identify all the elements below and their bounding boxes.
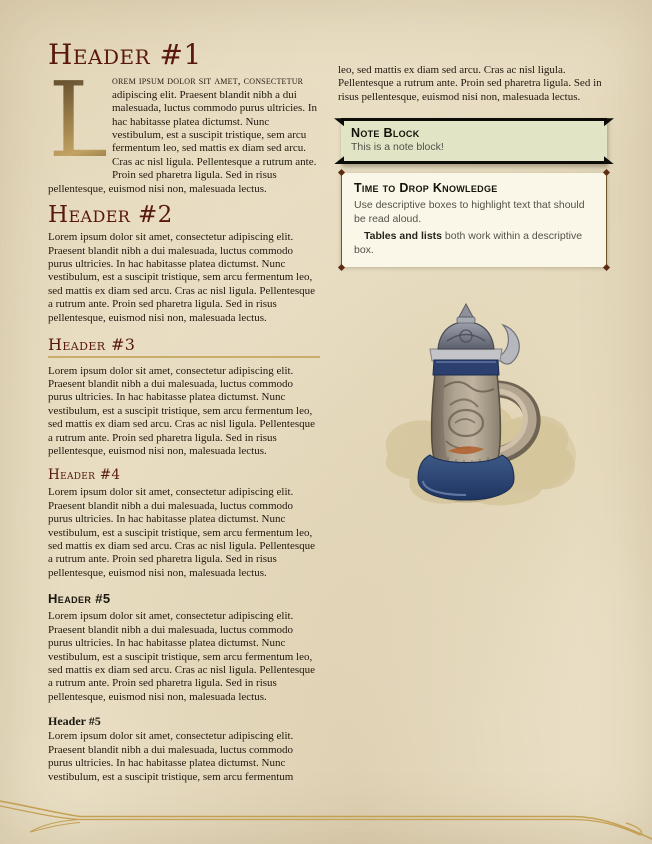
beer-stein-illustration xyxy=(360,303,590,515)
footer-flourish-decoration xyxy=(0,798,652,842)
descriptive-box-text-rest: both work within a descriptive box. xyxy=(354,230,583,257)
descriptive-box-text: Use descriptive boxes to highlight text that should be read aloud. xyxy=(354,199,585,226)
continuation-paragraph: leo, sed mattis ex diam sed arcu. Cras ac nisl ligula. Pellentesque a rutrum ante. Proin sed pharetra ligula. Sed in risus pellentesque, euismod nisi non, malesuada lectus. xyxy=(338,64,602,103)
paragraph-text: adipiscing elit. Praesent blandit nibh a dui malesuada, luctus commodo purus ultricies. In hac habitasse platea dictumst. Nunc vestibulum, est a suscipit tristique, sem arcu fermentum leo, sed mattis ex diam sed arcu. Cras ac nisl ligula. Pellentesque a rutrum ante. Proin sed pharetra ligula. Sed in risus pellentesque, euismod nisi non, malesuada lectus. xyxy=(48,88,317,195)
section-3-paragraph: Lorem ipsum dolor sit amet, consectetur adipiscing elit. Praesent blandit nibh a dui malesuada, luctus commodo purus ultricies. In hac habitasse platea dictumst. Nunc vestibulum, est a suscipit tristique, sem arcu fermentum leo, sed mattis ex diam sed arcu. Cras ac nisl ligula. Pellentesque a rutrum ante. Proin sed pharetra ligula. Sed in risus pellentesque, euismod nisi non, malesuada lectus. xyxy=(48,364,315,458)
section-6-heading: Header #5 xyxy=(48,714,101,729)
note-block xyxy=(341,118,607,164)
section-2-heading: Header #2 xyxy=(48,202,173,229)
note-corner-decoration xyxy=(604,118,614,126)
beer-stein-svg xyxy=(360,303,590,515)
note-corner-decoration xyxy=(334,118,344,126)
note-block-title: Note Block xyxy=(351,126,420,141)
note-corner-decoration xyxy=(334,156,344,164)
descriptive-box-bold-text: Tables and lists xyxy=(364,230,442,243)
section-4-heading: Header #4 xyxy=(48,467,121,484)
section-5-paragraph: Lorem ipsum dolor sit amet, consectetur adipiscing elit. Praesent blandit nibh a dui malesuada, luctus commodo purus ultricies. In hac habitasse platea dictumst. Nunc vestibulum, est a suscipit tristique, sem arcu fermentum leo, sed mattis ex diam sed arcu. Cras ac nisl ligula. Pellentesque a rutrum ante. Proin sed pharetra ligula. Sed in risus pellentesque, euismod nisi non, malesuada lectus. xyxy=(48,610,315,703)
section-5-heading: Header #5 xyxy=(48,591,111,607)
descriptive-box xyxy=(341,173,607,267)
section-4-paragraph: Lorem ipsum dolor sit amet, consectetur adipiscing elit. Praesent blandit nibh a dui malesuada, luctus commodo purus ultricies. In hac habitasse platea dictumst. Nunc vestibulum, est a suscipit tristique, sem arcu fermentum leo, sed mattis ex diam sed arcu. Cras ac nisl ligula. Pellentesque a rutrum ante. Proin sed pharetra ligula. Sed in risus pellentesque, euismod nisi non, malesuada lectus. xyxy=(48,486,315,579)
descriptive-box-corner-pin xyxy=(603,264,610,271)
descriptive-box-text xyxy=(354,229,594,257)
note-block-body: This is a note block! xyxy=(351,141,444,154)
section-1-paragraph xyxy=(48,59,320,196)
section-1-heading: Header #1 xyxy=(48,38,202,71)
note-corner-decoration xyxy=(604,156,614,164)
descriptive-box-title: Time to Drop Knowledge xyxy=(354,181,498,196)
drop-cap-letter: L xyxy=(48,59,118,182)
section-2-paragraph: Lorem ipsum dolor sit amet, consectetur adipiscing elit. Praesent blandit nibh a dui malesuada, luctus commodo purus ultricies. In hac habitasse platea dictumst. Nunc vestibulum, est a suscipit tristique, sem arcu fermentum leo, sed mattis ex diam sed arcu. Cras ac nisl ligula. Pellentesque a rutrum ante. Proin sed pharetra ligula. Sed in risus pellentesque, euismod nisi non, malesuada lectus. xyxy=(48,231,315,324)
left-column xyxy=(48,34,320,784)
right-column xyxy=(338,34,610,515)
descriptive-box-corner-pin xyxy=(338,169,345,176)
section-3-heading: Header #3 xyxy=(48,336,320,358)
section-6-paragraph: Lorem ipsum dolor sit amet, consectetur adipiscing elit. Praesent blandit nibh a dui malesuada, luctus commodo purus ultricies. In hac habitasse platea dictumst. Nunc vestibulum, est a suscipit tristique, sem arcu fermentum xyxy=(48,730,294,783)
lead-in-small-caps: orem ipsum dolor sit amet, consectetur xyxy=(112,75,304,88)
descriptive-box-corner-pin xyxy=(603,169,610,176)
descriptive-box-corner-pin xyxy=(338,264,345,271)
